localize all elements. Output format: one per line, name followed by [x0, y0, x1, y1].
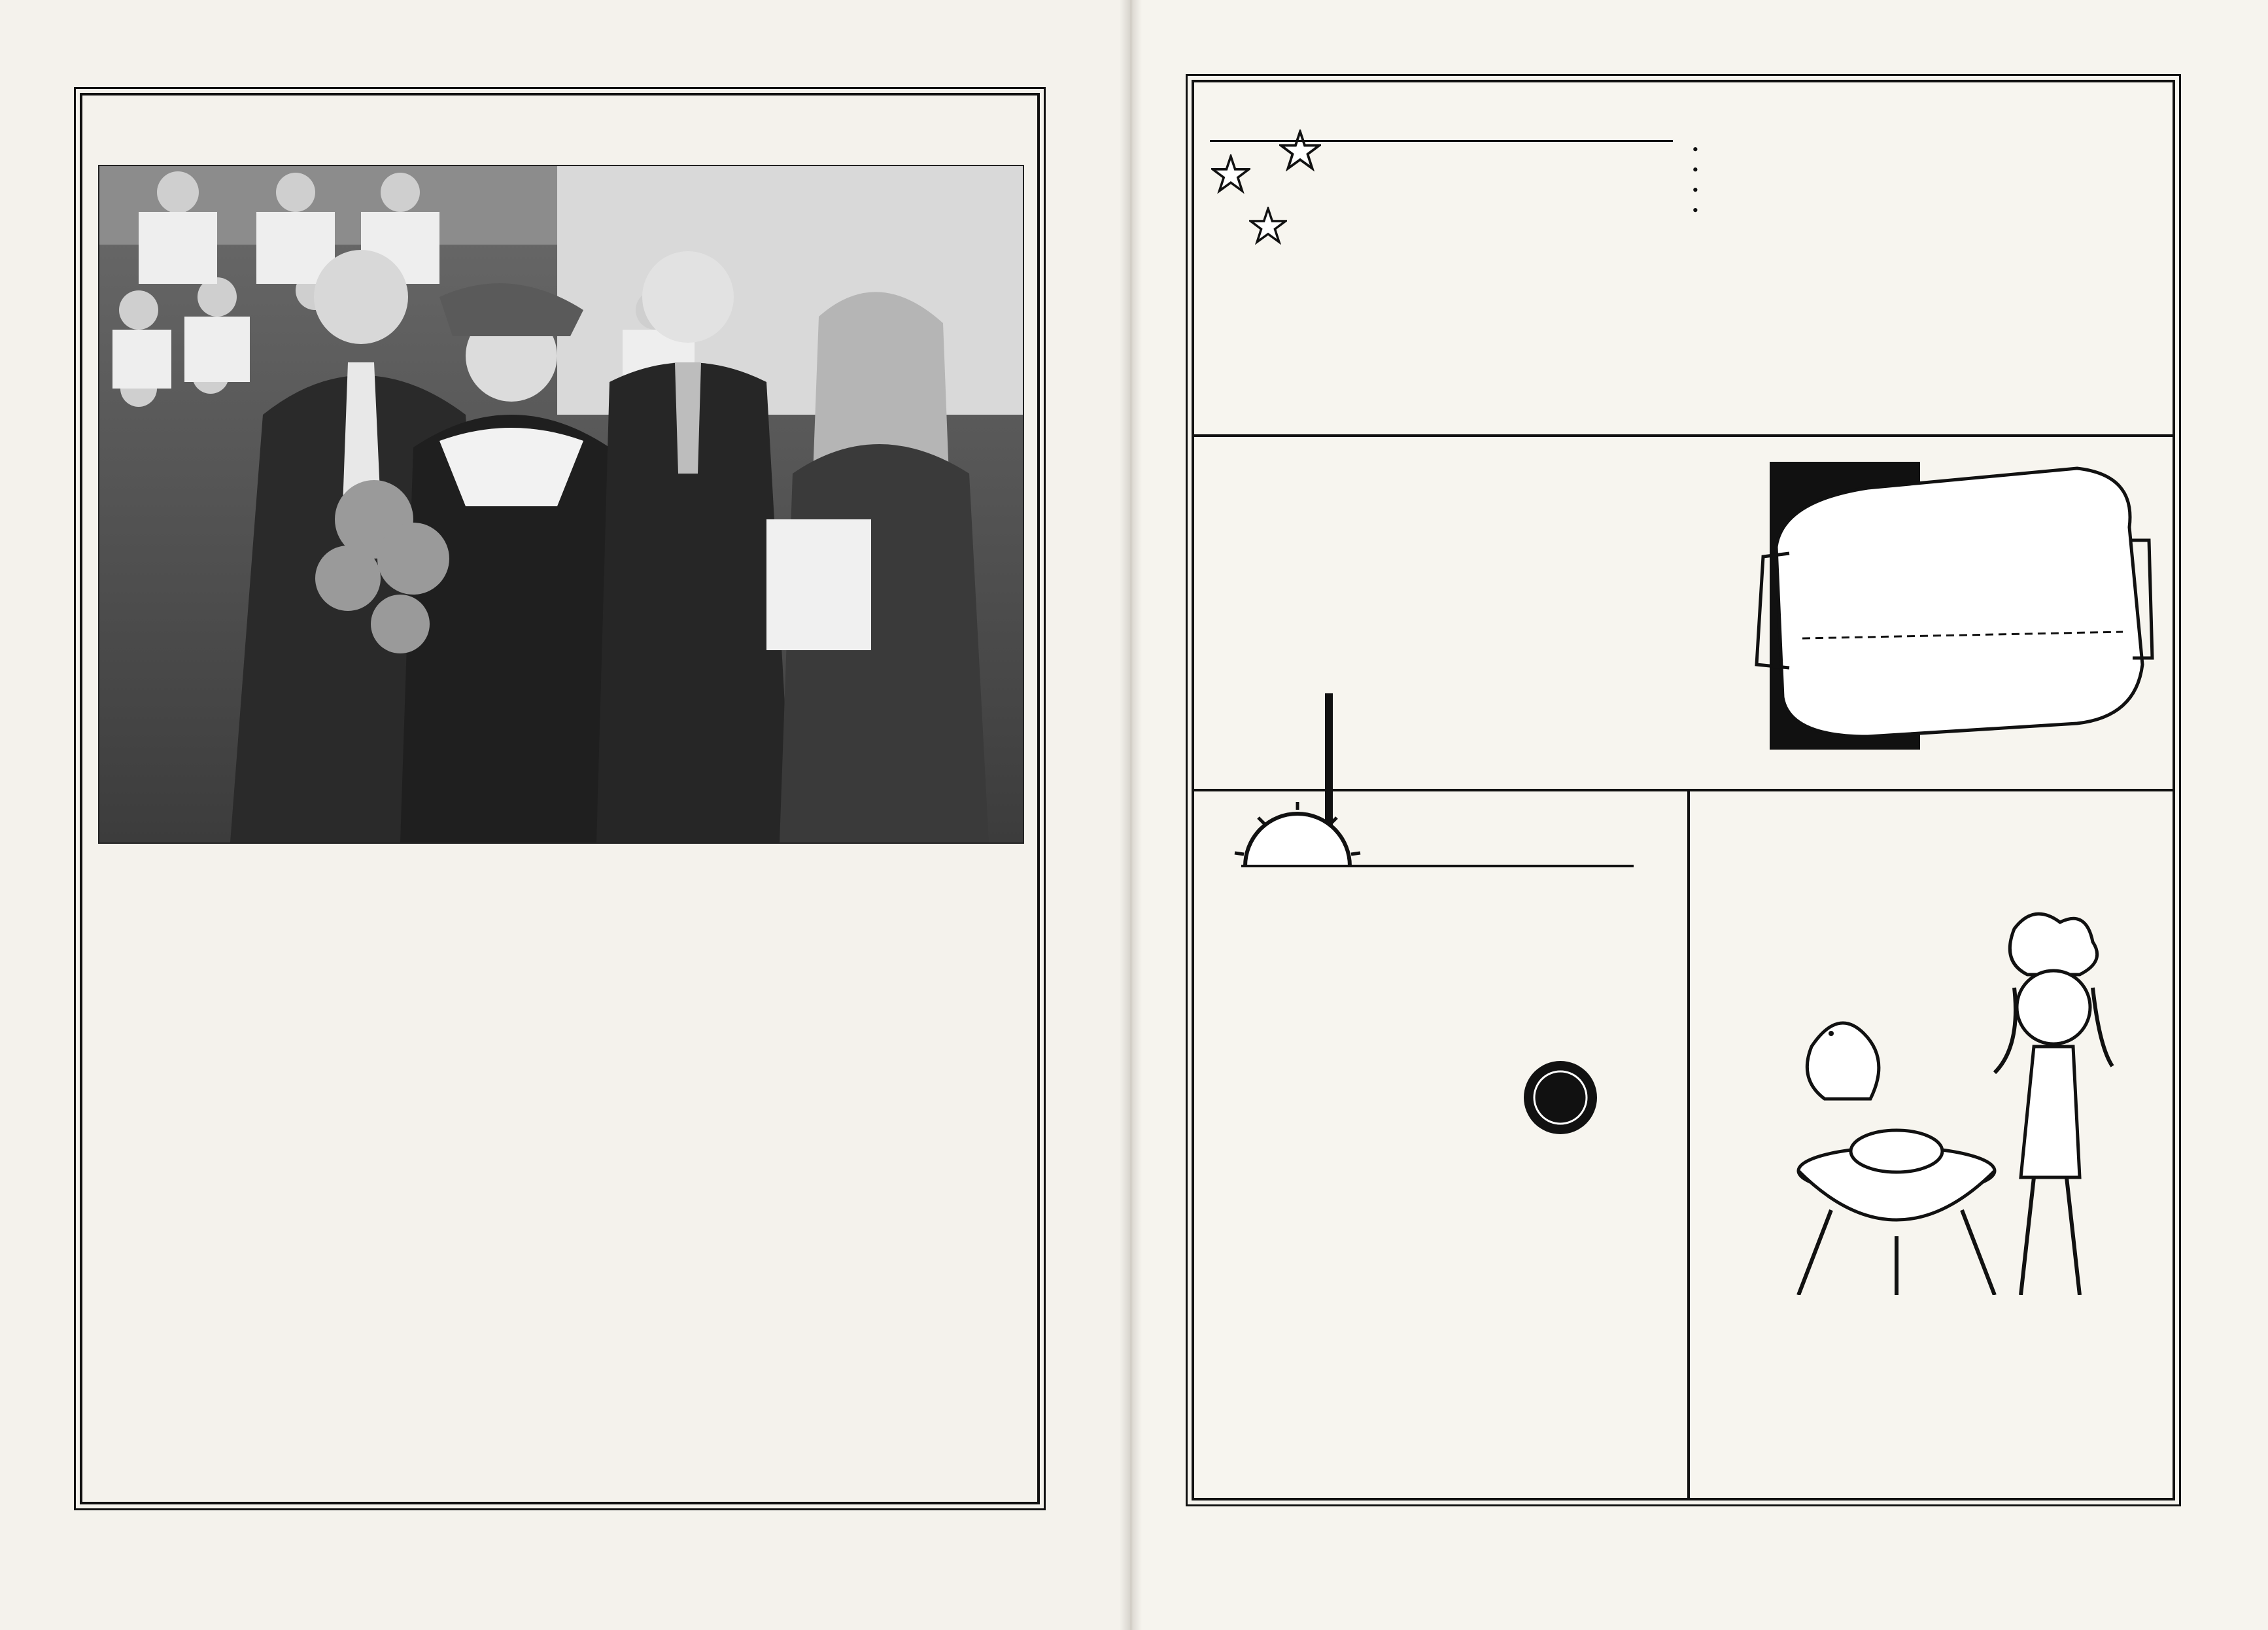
ad-sportel: [1194, 82, 2173, 434]
page-gutter: [1120, 0, 1142, 1630]
ad-fonima: [1194, 791, 1687, 1498]
photo-ceremony-icon: [98, 165, 1024, 844]
list-item: •: [1691, 182, 1700, 199]
star-icon: [1279, 130, 1321, 171]
heroal-badge-icon: [1521, 1058, 1600, 1137]
list-item: •: [1691, 142, 1700, 158]
ad-primeur: [1194, 437, 2173, 789]
list-item: •: [1691, 162, 1700, 179]
chef-girl-illustration-icon: [1772, 903, 2139, 1295]
article-frame: [80, 93, 1040, 1504]
divider: [1210, 140, 1673, 142]
list-item: •: [1691, 203, 1700, 219]
primeur-logo-icon: [1737, 449, 2156, 776]
sportel-bullets: [1691, 140, 2142, 221]
fonima-content: [1241, 862, 1666, 880]
article-body: [98, 859, 1027, 866]
star-icon: [1249, 207, 1287, 245]
fonima-sub: [1241, 865, 1634, 867]
star-icon: [1211, 154, 1250, 194]
